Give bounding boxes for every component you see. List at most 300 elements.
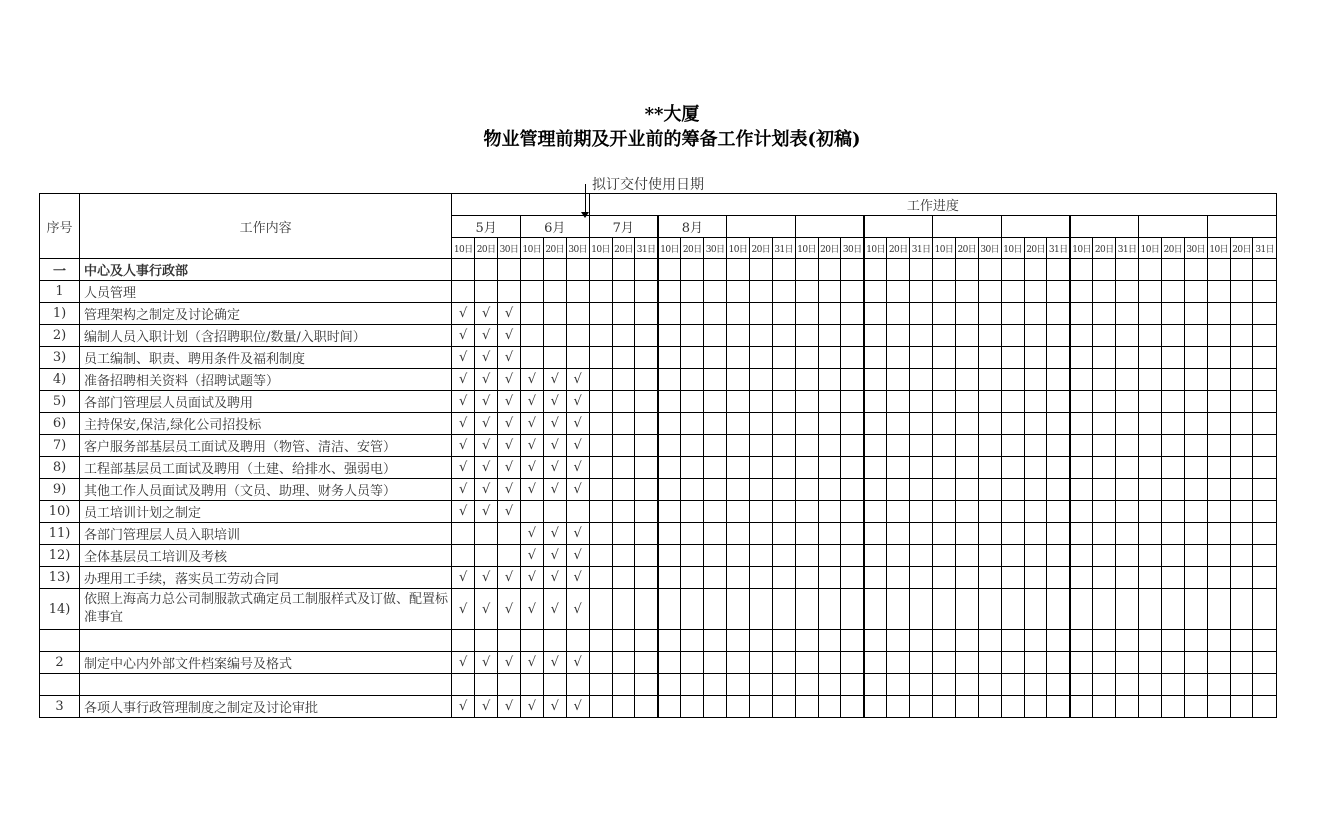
progress-cell [795,281,818,303]
progress-cell [910,259,933,281]
progress-cell [1001,696,1024,718]
progress-cell [887,501,910,523]
progress-cell [910,281,933,303]
progress-cell [566,347,589,369]
progress-cell [635,567,658,589]
progress-cell [498,259,521,281]
progress-cell [910,567,933,589]
progress-cell [1184,369,1207,391]
progress-cell [1093,652,1116,674]
progress-cell [1253,674,1277,696]
progress-cell [1230,435,1253,457]
progress-cell [1001,303,1024,325]
progress-cell [704,630,727,652]
progress-cell [1253,281,1277,303]
progress-cell [818,413,841,435]
progress-cell [864,589,887,630]
progress-cell [1047,674,1070,696]
progress-cell [727,457,750,479]
check-mark: √ [543,413,566,435]
header-day: 20日 [612,238,635,259]
progress-cell [1116,435,1139,457]
progress-cell [1139,413,1162,435]
progress-cell [978,696,1001,718]
check-mark: √ [520,589,543,630]
progress-cell [704,589,727,630]
progress-cell [772,479,795,501]
row-seq: 4) [40,369,80,391]
progress-cell [887,413,910,435]
check-mark: √ [475,501,498,523]
table-row [40,567,1277,589]
progress-cell [1161,567,1184,589]
progress-cell [1230,652,1253,674]
check-mark: √ [543,457,566,479]
progress-cell [1161,696,1184,718]
progress-cell [704,391,727,413]
progress-cell [772,391,795,413]
progress-cell [1070,567,1093,589]
progress-cell [1139,479,1162,501]
progress-cell [955,567,978,589]
check-mark: √ [498,696,521,718]
progress-cell [681,325,704,347]
progress-cell [1184,523,1207,545]
progress-cell [681,391,704,413]
check-mark: √ [543,523,566,545]
header-day: 30日 [566,238,589,259]
progress-cell [772,457,795,479]
progress-cell [955,479,978,501]
check-mark: √ [543,435,566,457]
progress-cell [452,545,475,567]
progress-cell [978,325,1001,347]
progress-cell [704,303,727,325]
delivery-date-note: 拟订交付使用日期 [592,177,704,193]
progress-cell [1024,589,1047,630]
check-mark: √ [566,479,589,501]
progress-cell [1093,391,1116,413]
progress-cell [1161,303,1184,325]
check-mark: √ [452,567,475,589]
progress-cell [1139,696,1162,718]
progress-cell [658,259,681,281]
progress-cell [772,523,795,545]
header-day: 20日 [818,238,841,259]
progress-cell [1093,523,1116,545]
progress-cell [933,303,956,325]
row-content: 编制人员入职计划（含招聘职位/数量/入职时间） [80,325,452,347]
header-day: 30日 [1184,238,1207,259]
progress-cell [864,259,887,281]
header-content: 工作内容 [80,194,452,259]
progress-cell [1047,501,1070,523]
progress-cell [1253,545,1277,567]
header-month: 6月 [520,216,589,238]
table-row [40,281,1277,303]
progress-cell [704,259,727,281]
progress-cell [566,303,589,325]
header-progress: 工作进度 [589,194,1276,216]
progress-cell [887,391,910,413]
progress-cell [933,325,956,347]
progress-cell [1001,435,1024,457]
progress-cell [589,457,612,479]
progress-cell [681,369,704,391]
header-day: 20日 [475,238,498,259]
progress-cell [1047,523,1070,545]
progress-cell [612,303,635,325]
progress-cell [1139,369,1162,391]
header-day: 10日 [1207,238,1230,259]
check-mark: √ [566,652,589,674]
progress-cell [1207,479,1230,501]
progress-cell [1253,501,1277,523]
progress-cell [452,523,475,545]
progress-cell [955,630,978,652]
progress-cell [1207,567,1230,589]
check-mark: √ [452,325,475,347]
progress-cell [933,479,956,501]
check-mark: √ [566,589,589,630]
progress-cell [589,281,612,303]
row-content: 各部门管理层人员入职培训 [80,523,452,545]
progress-cell [1161,674,1184,696]
progress-cell [681,630,704,652]
progress-cell [1093,479,1116,501]
progress-cell [887,652,910,674]
progress-cell [635,391,658,413]
progress-cell [955,281,978,303]
progress-cell [520,281,543,303]
progress-cell [749,479,772,501]
row-content: 各部门管理层人员面试及聘用 [80,391,452,413]
progress-cell [887,674,910,696]
progress-cell [910,303,933,325]
progress-cell [658,347,681,369]
progress-cell [1161,589,1184,630]
progress-cell [841,457,864,479]
progress-cell [589,589,612,630]
header-month: 7月 [589,216,658,238]
progress-cell [1161,259,1184,281]
progress-cell [1093,435,1116,457]
progress-cell [1161,369,1184,391]
progress-cell [795,391,818,413]
progress-cell [1230,369,1253,391]
progress-cell [910,589,933,630]
table-row [40,391,1277,413]
progress-cell [864,501,887,523]
progress-cell [795,479,818,501]
progress-cell [1230,674,1253,696]
progress-cell [543,281,566,303]
progress-cell [818,630,841,652]
progress-cell [978,652,1001,674]
check-mark: √ [566,413,589,435]
progress-cell [658,523,681,545]
progress-cell [1047,457,1070,479]
progress-cell [635,630,658,652]
document-subtitle: 物业管理前期及开业前的筹备工作计划表(初稿) [483,129,861,150]
progress-cell [543,303,566,325]
header-day: 20日 [681,238,704,259]
row-seq: 9) [40,479,80,501]
progress-cell [978,457,1001,479]
progress-cell [795,545,818,567]
progress-cell [1139,281,1162,303]
table-row [40,652,1277,674]
check-mark: √ [543,479,566,501]
progress-cell [1024,325,1047,347]
progress-cell [635,281,658,303]
progress-cell [772,303,795,325]
progress-cell [955,545,978,567]
progress-cell [864,523,887,545]
progress-cell [1139,391,1162,413]
progress-cell [1001,545,1024,567]
progress-cell [498,630,521,652]
progress-cell [1047,281,1070,303]
row-seq: 1) [40,303,80,325]
progress-cell [887,457,910,479]
progress-cell [910,325,933,347]
progress-cell [910,457,933,479]
progress-cell [1116,545,1139,567]
check-mark: √ [498,391,521,413]
check-mark: √ [452,347,475,369]
progress-cell [1139,259,1162,281]
header-month [1001,216,1070,238]
progress-cell [543,630,566,652]
progress-cell [452,630,475,652]
progress-cell [910,501,933,523]
progress-cell [475,630,498,652]
table-row [40,589,1277,630]
progress-cell [864,457,887,479]
progress-cell [818,391,841,413]
progress-cell [1001,479,1024,501]
progress-cell [704,501,727,523]
progress-cell [910,523,933,545]
progress-cell [978,630,1001,652]
progress-cell [1024,413,1047,435]
progress-cell [1024,369,1047,391]
progress-cell [1093,303,1116,325]
check-mark: √ [566,567,589,589]
progress-cell [1001,281,1024,303]
progress-cell [612,652,635,674]
table-row [40,259,1277,281]
row-content: 全体基层员工培训及考核 [80,545,452,567]
progress-cell [864,652,887,674]
progress-cell [704,457,727,479]
header-month: 8月 [658,216,727,238]
progress-cell [1184,325,1207,347]
progress-cell [841,303,864,325]
progress-cell [681,501,704,523]
progress-cell [1001,652,1024,674]
header-day: 10日 [1070,238,1093,259]
row-content: 其他工作人员面试及聘用（文员、助理、财务人员等） [80,479,452,501]
check-mark: √ [498,567,521,589]
progress-cell [955,674,978,696]
progress-cell [589,696,612,718]
progress-cell [1001,325,1024,347]
row-content: 各项人事行政管理制度之制定及讨论审批 [80,696,452,718]
progress-cell [1001,413,1024,435]
progress-cell [612,391,635,413]
check-mark: √ [475,696,498,718]
progress-cell [887,369,910,391]
progress-cell [841,501,864,523]
progress-cell [1070,281,1093,303]
header-month [864,216,933,238]
progress-cell [795,435,818,457]
progress-cell [1047,479,1070,501]
progress-cell [1024,523,1047,545]
progress-cell [795,652,818,674]
progress-cell [681,281,704,303]
check-mark: √ [498,347,521,369]
check-mark: √ [475,413,498,435]
row-seq: 10) [40,501,80,523]
progress-cell [933,413,956,435]
progress-cell [1161,325,1184,347]
progress-cell [1184,589,1207,630]
progress-cell [704,523,727,545]
progress-cell [589,347,612,369]
progress-cell [910,674,933,696]
progress-cell [1116,567,1139,589]
progress-cell [727,303,750,325]
progress-cell [1207,303,1230,325]
check-mark: √ [543,391,566,413]
progress-cell [1001,567,1024,589]
progress-cell [1161,479,1184,501]
progress-cell [749,369,772,391]
progress-cell [887,303,910,325]
progress-cell [1230,630,1253,652]
progress-cell [978,435,1001,457]
progress-cell [1070,674,1093,696]
check-mark: √ [498,589,521,630]
progress-cell [772,696,795,718]
progress-cell [635,347,658,369]
check-mark: √ [498,501,521,523]
progress-cell [841,259,864,281]
progress-cell [749,281,772,303]
progress-cell [498,523,521,545]
progress-cell [1207,696,1230,718]
check-mark: √ [498,479,521,501]
row-content: 员工编制、职责、聘用条件及福利制度 [80,347,452,369]
check-mark: √ [520,457,543,479]
progress-cell [1207,652,1230,674]
progress-cell [818,435,841,457]
progress-cell [1116,674,1139,696]
progress-cell [1161,523,1184,545]
progress-cell [704,325,727,347]
progress-cell [1070,391,1093,413]
progress-cell [978,259,1001,281]
progress-cell [1093,325,1116,347]
progress-cell [1093,674,1116,696]
progress-cell [1161,457,1184,479]
progress-cell [818,652,841,674]
progress-cell [635,303,658,325]
progress-cell [1184,545,1207,567]
row-seq: 11) [40,523,80,545]
progress-cell [818,303,841,325]
progress-cell [1047,259,1070,281]
progress-cell [933,589,956,630]
check-mark: √ [520,413,543,435]
header-day: 31日 [910,238,933,259]
progress-cell [1230,523,1253,545]
progress-cell [818,696,841,718]
progress-cell [955,501,978,523]
progress-cell [1184,567,1207,589]
progress-cell [1253,457,1277,479]
progress-cell [841,545,864,567]
progress-cell [1116,589,1139,630]
row-content: 管理架构之制定及讨论确定 [80,303,452,325]
progress-cell [1253,303,1277,325]
progress-cell [704,281,727,303]
progress-cell [818,369,841,391]
progress-cell [612,523,635,545]
progress-cell [1070,325,1093,347]
progress-cell [749,674,772,696]
progress-cell [749,567,772,589]
header-month [795,216,864,238]
progress-cell [864,674,887,696]
progress-cell [658,674,681,696]
progress-cell [1047,347,1070,369]
progress-cell [1047,696,1070,718]
check-mark: √ [498,369,521,391]
check-mark: √ [543,545,566,567]
row-content: 中心及人事行政部 [80,259,452,281]
progress-cell [1116,630,1139,652]
progress-cell [612,567,635,589]
progress-cell [910,413,933,435]
check-mark: √ [475,479,498,501]
row-seq [40,674,80,696]
progress-cell [681,479,704,501]
progress-cell [1184,303,1207,325]
progress-cell [818,523,841,545]
progress-cell [727,501,750,523]
row-seq: 6) [40,413,80,435]
progress-cell [1161,413,1184,435]
check-mark: √ [543,696,566,718]
check-mark: √ [452,501,475,523]
header-day: 10日 [452,238,475,259]
progress-cell [1139,652,1162,674]
table-row [40,435,1277,457]
progress-cell [1001,369,1024,391]
progress-cell [955,652,978,674]
progress-cell [978,674,1001,696]
progress-cell [841,523,864,545]
progress-cell [1024,303,1047,325]
progress-cell [1207,325,1230,347]
row-content: 人员管理 [80,281,452,303]
progress-cell [681,457,704,479]
progress-cell [543,325,566,347]
